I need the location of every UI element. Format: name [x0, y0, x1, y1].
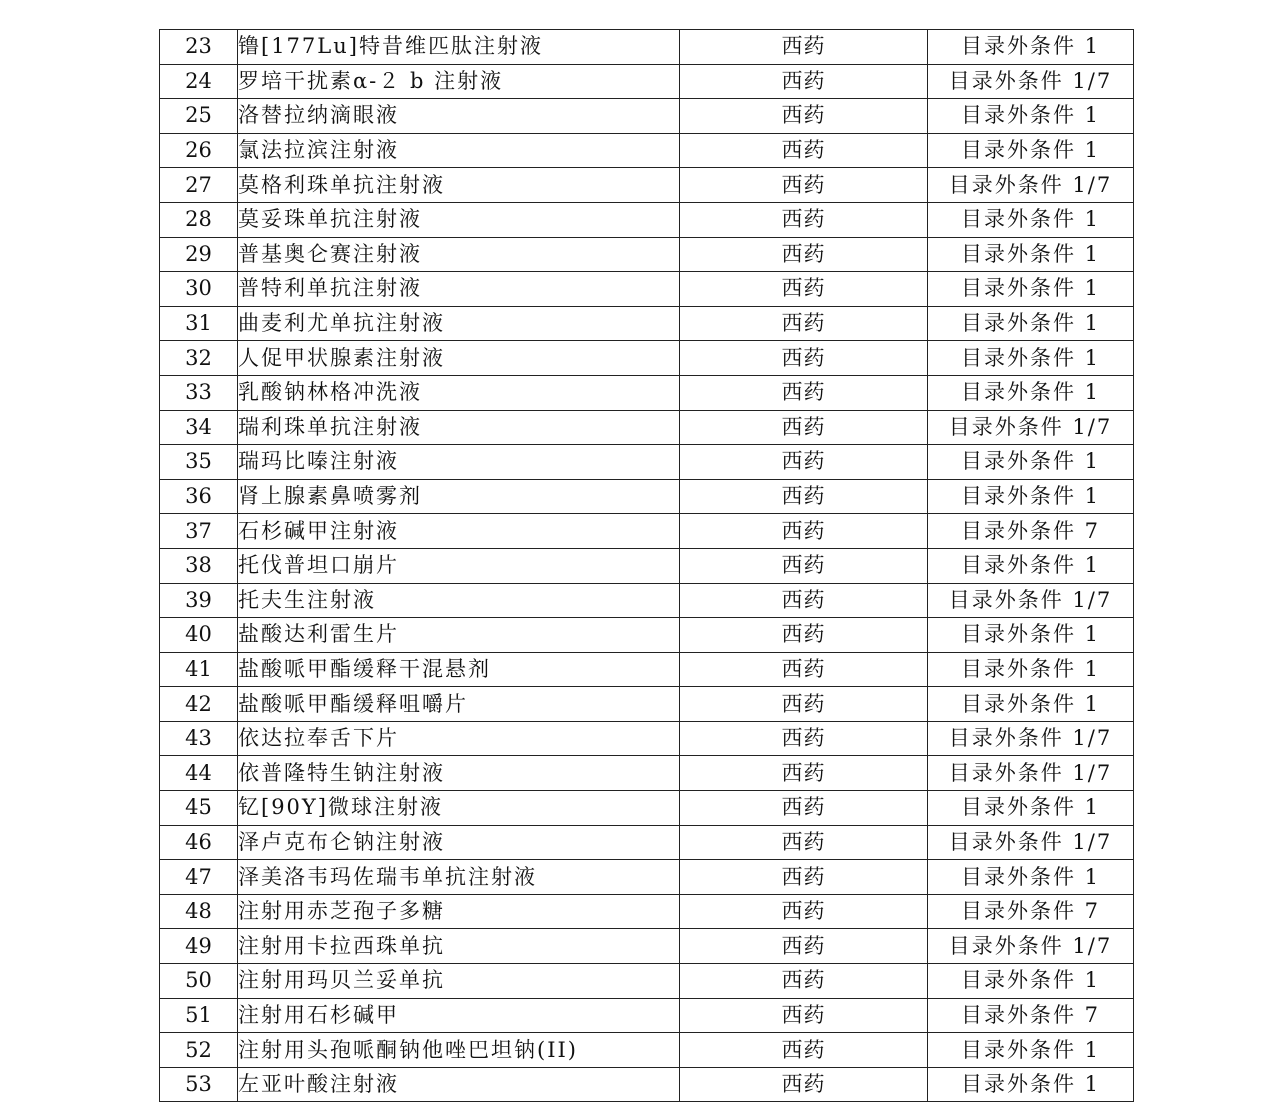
listing-condition: 目录外条件 1/7 [928, 64, 1134, 99]
table-row [160, 133, 1134, 168]
listing-condition: 目录外条件 1/7 [928, 825, 1134, 860]
drug-name: 盐酸达利雷生片 [238, 618, 680, 653]
row-number: 53 [160, 1067, 238, 1102]
drug-category: 西药 [680, 964, 928, 999]
table-row [160, 721, 1134, 756]
row-number: 35 [160, 445, 238, 480]
listing-condition: 目录外条件 1 [928, 306, 1134, 341]
row-number: 41 [160, 652, 238, 687]
row-number: 28 [160, 202, 238, 237]
row-number: 25 [160, 99, 238, 134]
listing-condition: 目录外条件 7 [928, 514, 1134, 549]
drug-list-table [159, 29, 1134, 1102]
row-number: 52 [160, 1033, 238, 1068]
drug-category: 西药 [680, 237, 928, 272]
drug-name: 注射用头孢哌酮钠他唑巴坦钠(II) [238, 1033, 680, 1068]
drug-category: 西药 [680, 583, 928, 618]
table-row [160, 618, 1134, 653]
table-row [160, 64, 1134, 99]
drug-name: 镥[177Lu]特昔维匹肽注射液 [238, 30, 680, 65]
listing-condition: 目录外条件 1 [928, 237, 1134, 272]
listing-condition: 目录外条件 1 [928, 1033, 1134, 1068]
drug-name: 依普隆特生钠注射液 [238, 756, 680, 791]
drug-name: 注射用玛贝兰妥单抗 [238, 964, 680, 999]
drug-name: 氯法拉滨注射液 [238, 133, 680, 168]
table-row [160, 202, 1134, 237]
drug-category: 西药 [680, 652, 928, 687]
drug-name: 肾上腺素鼻喷雾剂 [238, 479, 680, 514]
table-row [160, 825, 1134, 860]
drug-category: 西药 [680, 133, 928, 168]
drug-category: 西药 [680, 929, 928, 964]
drug-name: 普基奥仑赛注射液 [238, 237, 680, 272]
drug-category: 西药 [680, 618, 928, 653]
drug-name: 石杉碱甲注射液 [238, 514, 680, 549]
table-row [160, 514, 1134, 549]
drug-name: 托伐普坦口崩片 [238, 548, 680, 583]
drug-category: 西药 [680, 687, 928, 722]
drug-name: 人促甲状腺素注射液 [238, 341, 680, 376]
drug-name: 瑞玛比嗪注射液 [238, 445, 680, 480]
row-number: 37 [160, 514, 238, 549]
row-number: 38 [160, 548, 238, 583]
row-number: 29 [160, 237, 238, 272]
drug-category: 西药 [680, 375, 928, 410]
row-number: 51 [160, 998, 238, 1033]
drug-name: 莫格利珠单抗注射液 [238, 168, 680, 203]
drug-category: 西药 [680, 445, 928, 480]
drug-name: 泽美洛韦玛佐瑞韦单抗注射液 [238, 860, 680, 895]
row-number: 27 [160, 168, 238, 203]
row-number: 31 [160, 306, 238, 341]
listing-condition: 目录外条件 1 [928, 133, 1134, 168]
drug-category: 西药 [680, 756, 928, 791]
listing-condition: 目录外条件 1 [928, 791, 1134, 826]
table-row [160, 375, 1134, 410]
drug-list-body [160, 30, 1134, 1102]
drug-category: 西药 [680, 1033, 928, 1068]
table-row [160, 860, 1134, 895]
table-row [160, 791, 1134, 826]
drug-name: 注射用卡拉西珠单抗 [238, 929, 680, 964]
drug-category: 西药 [680, 202, 928, 237]
drug-category: 西药 [680, 64, 928, 99]
listing-condition: 目录外条件 1 [928, 341, 1134, 376]
table-row [160, 168, 1134, 203]
listing-condition: 目录外条件 1 [928, 272, 1134, 307]
drug-name: 洛替拉纳滴眼液 [238, 99, 680, 134]
drug-name: 泽卢克布仑钠注射液 [238, 825, 680, 860]
drug-category: 西药 [680, 1067, 928, 1102]
listing-condition: 目录外条件 1 [928, 1067, 1134, 1102]
listing-condition: 目录外条件 1 [928, 548, 1134, 583]
row-number: 34 [160, 410, 238, 445]
listing-condition: 目录外条件 1 [928, 30, 1134, 65]
row-number: 30 [160, 272, 238, 307]
listing-condition: 目录外条件 1/7 [928, 583, 1134, 618]
table-row [160, 99, 1134, 134]
listing-condition: 目录外条件 1 [928, 445, 1134, 480]
row-number: 44 [160, 756, 238, 791]
drug-category: 西药 [680, 479, 928, 514]
row-number: 33 [160, 375, 238, 410]
table-row [160, 1033, 1134, 1068]
drug-name: 莫妥珠单抗注射液 [238, 202, 680, 237]
drug-category: 西药 [680, 998, 928, 1033]
table-row [160, 929, 1134, 964]
table-row [160, 583, 1134, 618]
drug-name: 托夫生注射液 [238, 583, 680, 618]
drug-name: 依达拉奉舌下片 [238, 721, 680, 756]
listing-condition: 目录外条件 1 [928, 99, 1134, 134]
listing-condition: 目录外条件 1/7 [928, 410, 1134, 445]
table-row [160, 272, 1134, 307]
row-number: 48 [160, 894, 238, 929]
drug-name: 乳酸钠林格冲洗液 [238, 375, 680, 410]
drug-category: 西药 [680, 860, 928, 895]
listing-condition: 目录外条件 1 [928, 375, 1134, 410]
listing-condition: 目录外条件 1/7 [928, 168, 1134, 203]
drug-category: 西药 [680, 341, 928, 376]
listing-condition: 目录外条件 1 [928, 860, 1134, 895]
table-row [160, 652, 1134, 687]
listing-condition: 目录外条件 1 [928, 652, 1134, 687]
drug-category: 西药 [680, 272, 928, 307]
drug-name: 盐酸哌甲酯缓释咀嚼片 [238, 687, 680, 722]
table-row [160, 1067, 1134, 1102]
table-row [160, 306, 1134, 341]
table-row [160, 548, 1134, 583]
row-number: 47 [160, 860, 238, 895]
drug-category: 西药 [680, 30, 928, 65]
drug-category: 西药 [680, 514, 928, 549]
row-number: 24 [160, 64, 238, 99]
listing-condition: 目录外条件 1 [928, 964, 1134, 999]
listing-condition: 目录外条件 7 [928, 894, 1134, 929]
drug-category: 西药 [680, 721, 928, 756]
listing-condition: 目录外条件 1/7 [928, 721, 1134, 756]
table-row [160, 341, 1134, 376]
table-row [160, 237, 1134, 272]
drug-name: 盐酸哌甲酯缓释干混悬剂 [238, 652, 680, 687]
drug-category: 西药 [680, 791, 928, 826]
drug-name: 罗培干扰素α-２ b 注射液 [238, 64, 680, 99]
listing-condition: 目录外条件 1 [928, 479, 1134, 514]
drug-category: 西药 [680, 410, 928, 445]
table-row [160, 30, 1134, 65]
row-number: 50 [160, 964, 238, 999]
row-number: 42 [160, 687, 238, 722]
drug-category: 西药 [680, 894, 928, 929]
listing-condition: 目录外条件 1/7 [928, 756, 1134, 791]
row-number: 43 [160, 721, 238, 756]
row-number: 40 [160, 618, 238, 653]
table-row [160, 445, 1134, 480]
drug-category: 西药 [680, 306, 928, 341]
table-row [160, 998, 1134, 1033]
listing-condition: 目录外条件 1 [928, 687, 1134, 722]
table-row [160, 479, 1134, 514]
row-number: 46 [160, 825, 238, 860]
drug-name: 左亚叶酸注射液 [238, 1067, 680, 1102]
listing-condition: 目录外条件 1 [928, 202, 1134, 237]
table-row [160, 410, 1134, 445]
row-number: 32 [160, 341, 238, 376]
drug-category: 西药 [680, 99, 928, 134]
drug-name: 钇[90Y]微球注射液 [238, 791, 680, 826]
listing-condition: 目录外条件 1/7 [928, 929, 1134, 964]
drug-category: 西药 [680, 168, 928, 203]
listing-condition: 目录外条件 1 [928, 618, 1134, 653]
table-row [160, 756, 1134, 791]
row-number: 36 [160, 479, 238, 514]
row-number: 39 [160, 583, 238, 618]
table-row [160, 894, 1134, 929]
drug-category: 西药 [680, 548, 928, 583]
table-row [160, 964, 1134, 999]
row-number: 23 [160, 30, 238, 65]
drug-name: 瑞利珠单抗注射液 [238, 410, 680, 445]
drug-name: 普特利单抗注射液 [238, 272, 680, 307]
drug-name: 注射用石杉碱甲 [238, 998, 680, 1033]
row-number: 45 [160, 791, 238, 826]
drug-category: 西药 [680, 825, 928, 860]
table-row [160, 687, 1134, 722]
listing-condition: 目录外条件 7 [928, 998, 1134, 1033]
row-number: 49 [160, 929, 238, 964]
drug-name: 注射用赤芝孢子多糖 [238, 894, 680, 929]
drug-name: 曲麦利尤单抗注射液 [238, 306, 680, 341]
row-number: 26 [160, 133, 238, 168]
